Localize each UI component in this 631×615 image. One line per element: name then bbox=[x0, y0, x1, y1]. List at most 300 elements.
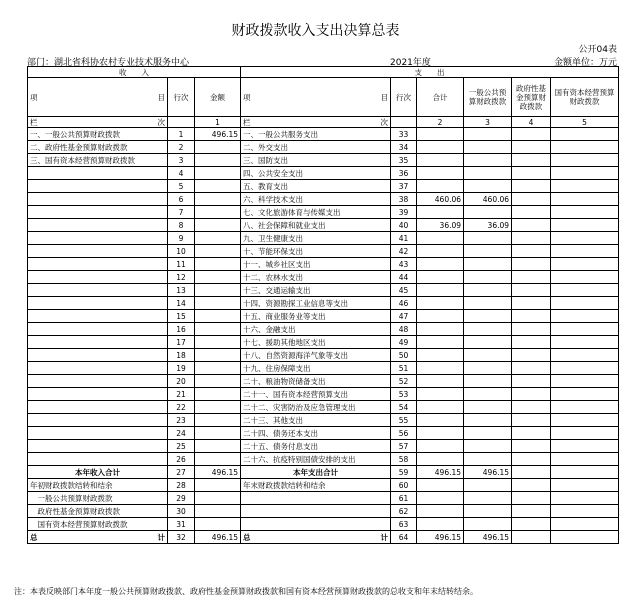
table-cell bbox=[551, 141, 619, 154]
table-cell: 3 bbox=[168, 154, 195, 167]
currency-label: 金额单位：万元 bbox=[553, 58, 617, 68]
table-cell bbox=[417, 128, 464, 141]
table-cell bbox=[28, 219, 168, 232]
budget-table bbox=[27, 66, 619, 544]
table-cell bbox=[28, 453, 168, 466]
table-cell bbox=[551, 193, 619, 206]
table-cell bbox=[28, 271, 168, 284]
table-cell bbox=[551, 180, 619, 193]
table-cell bbox=[195, 440, 241, 453]
table-cell: 21 bbox=[168, 388, 195, 401]
table-row bbox=[28, 401, 619, 414]
table-cell bbox=[464, 128, 512, 141]
table-cell: 七、文化旅游体育与传媒支出 bbox=[241, 206, 391, 219]
table-cell bbox=[512, 518, 551, 531]
table-cell bbox=[464, 206, 512, 219]
table-cell: 15 bbox=[168, 310, 195, 323]
amount-cell bbox=[551, 531, 619, 544]
table-cell: 二十一、国有资本经营预算支出 bbox=[241, 388, 391, 401]
table-cell bbox=[195, 375, 241, 388]
table-cell: 九、卫生健康支出 bbox=[241, 232, 391, 245]
total-left: 总 bbox=[243, 532, 251, 542]
table-cell bbox=[464, 284, 512, 297]
table-cell bbox=[512, 479, 551, 492]
table-cell bbox=[551, 362, 619, 375]
table-cell bbox=[28, 180, 168, 193]
table-cell bbox=[195, 219, 241, 232]
table-cell: 十、节能环保支出 bbox=[241, 245, 391, 258]
table-cell bbox=[512, 284, 551, 297]
table-cell: 50 bbox=[391, 349, 417, 362]
table-cell bbox=[417, 414, 464, 427]
table-row bbox=[28, 323, 619, 336]
expense-line-header: 行次 bbox=[391, 78, 417, 117]
table-cell bbox=[464, 258, 512, 271]
col-number: 3 bbox=[464, 117, 512, 128]
table-cell bbox=[195, 453, 241, 466]
table-row bbox=[28, 271, 619, 284]
table-cell bbox=[464, 479, 512, 492]
table-cell bbox=[551, 271, 619, 284]
item-right-label: 目 bbox=[380, 92, 389, 102]
table-row bbox=[28, 232, 619, 245]
table-cell: 55 bbox=[391, 414, 417, 427]
table-cell: 四、公共安全支出 bbox=[241, 167, 391, 180]
table-cell: 4 bbox=[168, 167, 195, 180]
table-cell bbox=[417, 518, 464, 531]
table-cell: 58 bbox=[391, 453, 417, 466]
total-right: 计 bbox=[157, 532, 165, 542]
table-cell bbox=[512, 310, 551, 323]
table-cell bbox=[195, 258, 241, 271]
table-cell bbox=[417, 349, 464, 362]
table-row bbox=[28, 258, 619, 271]
table-cell bbox=[551, 505, 619, 518]
table-cell bbox=[464, 349, 512, 362]
table-cell: 29 bbox=[168, 492, 195, 505]
table-cell: 53 bbox=[391, 388, 417, 401]
table-cell bbox=[551, 154, 619, 167]
table-row bbox=[28, 427, 619, 440]
table-cell: 国有资本经营预算财政拨款 bbox=[28, 518, 168, 531]
table-cell: 46 bbox=[391, 297, 417, 310]
table-cell bbox=[28, 167, 168, 180]
table-cell bbox=[512, 440, 551, 453]
table-cell: 62 bbox=[391, 505, 417, 518]
table-cell: 18 bbox=[168, 349, 195, 362]
table-cell bbox=[512, 245, 551, 258]
col-number: 1 bbox=[195, 117, 241, 128]
table-cell bbox=[195, 310, 241, 323]
table-cell bbox=[464, 492, 512, 505]
table-cell bbox=[512, 141, 551, 154]
table-cell bbox=[551, 258, 619, 271]
table-cell bbox=[551, 427, 619, 440]
table-row bbox=[28, 492, 619, 505]
table-cell: 年末财政拨款结转和结余 bbox=[241, 479, 391, 492]
table-cell bbox=[464, 375, 512, 388]
table-cell bbox=[464, 310, 512, 323]
table-cell: 二、外交支出 bbox=[241, 141, 391, 154]
table-cell bbox=[195, 167, 241, 180]
table-cell: 496.15 bbox=[195, 466, 241, 479]
table-row bbox=[28, 388, 619, 401]
amount-cell bbox=[512, 531, 551, 544]
col-number: 5 bbox=[551, 117, 619, 128]
table-cell: 24 bbox=[168, 427, 195, 440]
table-cell: 496.15 bbox=[464, 466, 512, 479]
table-cell bbox=[551, 206, 619, 219]
table-cell: 三、国有资本经营预算财政拨款 bbox=[28, 154, 168, 167]
table-cell: 31 bbox=[168, 518, 195, 531]
table-cell bbox=[417, 401, 464, 414]
table-cell bbox=[551, 479, 619, 492]
grand-total-expense-label bbox=[241, 531, 391, 544]
table-row bbox=[28, 193, 619, 206]
table-row bbox=[28, 440, 619, 453]
expense-item-header bbox=[241, 78, 391, 117]
table-cell: 54 bbox=[391, 401, 417, 414]
footnote: 注：本表反映部门本年度一般公共预算财政拨款、政府性基金预算财政拨款和国有资本经营预算财政拨款的总收支和年末结转结余。 bbox=[14, 587, 478, 596]
table-cell: 二十、粮油物资储备支出 bbox=[241, 375, 391, 388]
table-cell: 36.09 bbox=[464, 219, 512, 232]
table-cell bbox=[551, 219, 619, 232]
table-cell bbox=[512, 388, 551, 401]
table-cell bbox=[551, 310, 619, 323]
table-cell: 35 bbox=[391, 154, 417, 167]
table-cell bbox=[417, 440, 464, 453]
table-row bbox=[28, 479, 619, 492]
table-cell bbox=[195, 362, 241, 375]
table-cell: 十三、交通运输支出 bbox=[241, 284, 391, 297]
table-row bbox=[28, 141, 619, 154]
table-cell: 十六、金融支出 bbox=[241, 323, 391, 336]
table-cell bbox=[195, 518, 241, 531]
table-row bbox=[28, 349, 619, 362]
table-cell bbox=[551, 466, 619, 479]
table-cell bbox=[241, 505, 391, 518]
table-cell: 年初财政拨款结转和结余 bbox=[28, 479, 168, 492]
table-cell bbox=[512, 167, 551, 180]
table-cell: 10 bbox=[168, 245, 195, 258]
table-cell: 19 bbox=[168, 362, 195, 375]
table-cell: 30 bbox=[168, 505, 195, 518]
income-item-header bbox=[28, 78, 168, 117]
table-cell bbox=[195, 297, 241, 310]
line-number: 32 bbox=[168, 531, 195, 544]
table-cell bbox=[417, 141, 464, 154]
table-cell bbox=[464, 518, 512, 531]
item-left-label: 项 bbox=[30, 92, 38, 102]
table-cell bbox=[417, 271, 464, 284]
table-cell bbox=[417, 427, 464, 440]
table-cell bbox=[464, 505, 512, 518]
table-cell bbox=[551, 440, 619, 453]
table-cell bbox=[195, 284, 241, 297]
table-cell: 13 bbox=[168, 284, 195, 297]
table-cell: 十二、农林水支出 bbox=[241, 271, 391, 284]
table-cell bbox=[417, 375, 464, 388]
year-label: 2021年度 bbox=[390, 58, 431, 68]
table-cell: 460.06 bbox=[464, 193, 512, 206]
table-cell: 37 bbox=[391, 180, 417, 193]
col-number: 4 bbox=[512, 117, 551, 128]
table-cell bbox=[551, 453, 619, 466]
table-cell bbox=[195, 180, 241, 193]
table-cell bbox=[512, 297, 551, 310]
table-cell bbox=[464, 141, 512, 154]
table-cell bbox=[195, 245, 241, 258]
table-cell bbox=[195, 232, 241, 245]
table-cell bbox=[28, 427, 168, 440]
table-cell bbox=[28, 323, 168, 336]
table-row bbox=[28, 180, 619, 193]
table-cell bbox=[551, 492, 619, 505]
table-row bbox=[28, 414, 619, 427]
line-number: 64 bbox=[391, 531, 417, 544]
table-cell: 16 bbox=[168, 323, 195, 336]
table-cell bbox=[28, 349, 168, 362]
table-cell: 二十四、债务还本支出 bbox=[241, 427, 391, 440]
table-cell bbox=[28, 310, 168, 323]
table-cell bbox=[417, 258, 464, 271]
table-cell: 36 bbox=[391, 167, 417, 180]
table-row bbox=[28, 206, 619, 219]
amount-cell: 496.15 bbox=[417, 531, 464, 544]
table-cell bbox=[417, 232, 464, 245]
table-row bbox=[28, 336, 619, 349]
table-cell bbox=[551, 336, 619, 349]
table-cell: 28 bbox=[168, 479, 195, 492]
table-cell bbox=[28, 362, 168, 375]
table-cell: 9 bbox=[168, 232, 195, 245]
table-cell: 38 bbox=[391, 193, 417, 206]
table-cell bbox=[417, 245, 464, 258]
table-cell: 五、教育支出 bbox=[241, 180, 391, 193]
table-cell bbox=[28, 401, 168, 414]
table-cell: 十四、资源勘探工业信息等支出 bbox=[241, 297, 391, 310]
table-cell bbox=[512, 271, 551, 284]
item-left-label: 项 bbox=[243, 92, 251, 102]
table-row bbox=[28, 297, 619, 310]
table-cell: 22 bbox=[168, 401, 195, 414]
table-cell bbox=[512, 401, 551, 414]
table-cell bbox=[512, 362, 551, 375]
table-cell bbox=[195, 193, 241, 206]
item-right-label: 目 bbox=[157, 92, 165, 102]
table-cell bbox=[512, 219, 551, 232]
table-cell bbox=[551, 349, 619, 362]
table-cell bbox=[464, 154, 512, 167]
table-cell bbox=[464, 167, 512, 180]
table-row bbox=[28, 284, 619, 297]
table-cell: 40 bbox=[391, 219, 417, 232]
income-col-label bbox=[28, 117, 168, 128]
amount-cell: 496.15 bbox=[195, 531, 241, 544]
income-amount-header: 金额 bbox=[195, 78, 241, 117]
table-cell bbox=[512, 336, 551, 349]
table-cell: 49 bbox=[391, 336, 417, 349]
table-cell bbox=[512, 349, 551, 362]
table-cell bbox=[464, 453, 512, 466]
table-cell bbox=[551, 323, 619, 336]
table-cell: 十八、自然资源海洋气象等支出 bbox=[241, 349, 391, 362]
table-cell bbox=[464, 427, 512, 440]
table-cell: 44 bbox=[391, 271, 417, 284]
table-cell bbox=[28, 336, 168, 349]
table-cell: 52 bbox=[391, 375, 417, 388]
table-cell: 496.15 bbox=[417, 466, 464, 479]
table-row bbox=[28, 167, 619, 180]
table-cell bbox=[195, 388, 241, 401]
table-row bbox=[28, 245, 619, 258]
table-cell bbox=[551, 518, 619, 531]
table-cell: 56 bbox=[391, 427, 417, 440]
table-cell bbox=[417, 310, 464, 323]
table-row bbox=[28, 310, 619, 323]
table-cell: 17 bbox=[168, 336, 195, 349]
expense-total-header: 合计 bbox=[417, 78, 464, 117]
table-cell bbox=[464, 414, 512, 427]
table-cell: 23 bbox=[168, 414, 195, 427]
table-cell bbox=[464, 401, 512, 414]
table-cell bbox=[417, 180, 464, 193]
state-capital-header: 国有资本经营预算财政拨款 bbox=[551, 78, 619, 117]
table-cell bbox=[512, 206, 551, 219]
table-cell: 二十三、其他支出 bbox=[241, 414, 391, 427]
table-cell: 57 bbox=[391, 440, 417, 453]
table-cell: 27 bbox=[168, 466, 195, 479]
table-cell: 48 bbox=[391, 323, 417, 336]
table-cell bbox=[28, 297, 168, 310]
table-cell: 25 bbox=[168, 440, 195, 453]
table-cell: 51 bbox=[391, 362, 417, 375]
col-number: 2 bbox=[417, 117, 464, 128]
table-cell bbox=[28, 414, 168, 427]
table-row bbox=[28, 362, 619, 375]
table-cell bbox=[464, 232, 512, 245]
table-cell bbox=[417, 297, 464, 310]
table-cell bbox=[195, 492, 241, 505]
table-cell: 7 bbox=[168, 206, 195, 219]
table-cell: 14 bbox=[168, 297, 195, 310]
table-cell: 一、一般公共服务支出 bbox=[241, 128, 391, 141]
total-left: 总 bbox=[30, 532, 38, 542]
table-cell bbox=[195, 414, 241, 427]
table-cell bbox=[417, 206, 464, 219]
table-cell bbox=[512, 466, 551, 479]
table-cell bbox=[417, 284, 464, 297]
table-cell: 47 bbox=[391, 310, 417, 323]
table-cell bbox=[417, 492, 464, 505]
form-code: 公开04表 bbox=[578, 45, 617, 55]
table-cell bbox=[241, 492, 391, 505]
col-left-label: 栏 bbox=[243, 117, 251, 127]
table-cell: 8 bbox=[168, 219, 195, 232]
table-cell: 一般公共预算财政拨款 bbox=[28, 492, 168, 505]
table-cell bbox=[551, 284, 619, 297]
table-cell: 33 bbox=[391, 128, 417, 141]
col-left-label: 栏 bbox=[30, 117, 38, 127]
table-cell bbox=[417, 167, 464, 180]
table-cell bbox=[241, 518, 391, 531]
table-cell bbox=[28, 206, 168, 219]
amount-cell: 496.15 bbox=[464, 531, 512, 544]
table-cell bbox=[464, 323, 512, 336]
table-cell bbox=[28, 232, 168, 245]
page-title: 财政拨款收入支出决算总表 bbox=[231, 23, 400, 39]
table-cell bbox=[195, 427, 241, 440]
table-cell bbox=[551, 232, 619, 245]
table-cell bbox=[551, 128, 619, 141]
table-cell bbox=[28, 375, 168, 388]
table-cell: 26 bbox=[168, 453, 195, 466]
table-cell bbox=[512, 414, 551, 427]
table-row bbox=[28, 128, 619, 141]
unit-label: 部门：湖北省科协农村专业技术服务中心 bbox=[27, 58, 190, 68]
table-cell: 6 bbox=[168, 193, 195, 206]
expense-col-label bbox=[241, 117, 391, 128]
table-cell bbox=[417, 505, 464, 518]
table-cell: 41 bbox=[391, 232, 417, 245]
table-cell bbox=[195, 479, 241, 492]
empty-cell bbox=[391, 117, 417, 128]
table-cell bbox=[512, 193, 551, 206]
table-cell: 二十五、债务付息支出 bbox=[241, 440, 391, 453]
table-cell: 八、社会保障和就业支出 bbox=[241, 219, 391, 232]
table-cell bbox=[464, 362, 512, 375]
table-cell bbox=[464, 440, 512, 453]
table-cell: 本年支出合计 bbox=[241, 466, 391, 479]
table-cell: 二十六、抗疫特别国债安排的支出 bbox=[241, 453, 391, 466]
table-cell bbox=[28, 440, 168, 453]
table-cell bbox=[512, 258, 551, 271]
table-cell bbox=[464, 336, 512, 349]
col-right-label: 次 bbox=[157, 117, 165, 127]
table-cell bbox=[28, 258, 168, 271]
table-cell bbox=[195, 206, 241, 219]
total-right: 计 bbox=[380, 532, 389, 542]
table-cell bbox=[195, 349, 241, 362]
table-cell: 一、一般公共预算财政拨款 bbox=[28, 128, 168, 141]
table-cell bbox=[417, 336, 464, 349]
table-cell: 政府性基金预算财政拨款 bbox=[28, 505, 168, 518]
table-cell bbox=[28, 193, 168, 206]
table-cell: 三、国防支出 bbox=[241, 154, 391, 167]
table-cell: 5 bbox=[168, 180, 195, 193]
table-cell bbox=[417, 453, 464, 466]
table-cell bbox=[28, 388, 168, 401]
table-cell bbox=[512, 453, 551, 466]
table-cell bbox=[512, 505, 551, 518]
table-cell: 二、政府性基金预算财政拨款 bbox=[28, 141, 168, 154]
table-cell: 本年收入合计 bbox=[28, 466, 168, 479]
table-cell bbox=[28, 284, 168, 297]
table-cell bbox=[464, 388, 512, 401]
table-cell bbox=[512, 323, 551, 336]
table-cell bbox=[551, 297, 619, 310]
table-row bbox=[28, 154, 619, 167]
table-cell bbox=[195, 336, 241, 349]
table-cell bbox=[464, 271, 512, 284]
table-cell bbox=[464, 180, 512, 193]
table-cell bbox=[195, 154, 241, 167]
table-cell bbox=[551, 414, 619, 427]
table-cell bbox=[417, 154, 464, 167]
table-cell: 42 bbox=[391, 245, 417, 258]
table-cell: 496.15 bbox=[195, 128, 241, 141]
table-cell: 43 bbox=[391, 258, 417, 271]
